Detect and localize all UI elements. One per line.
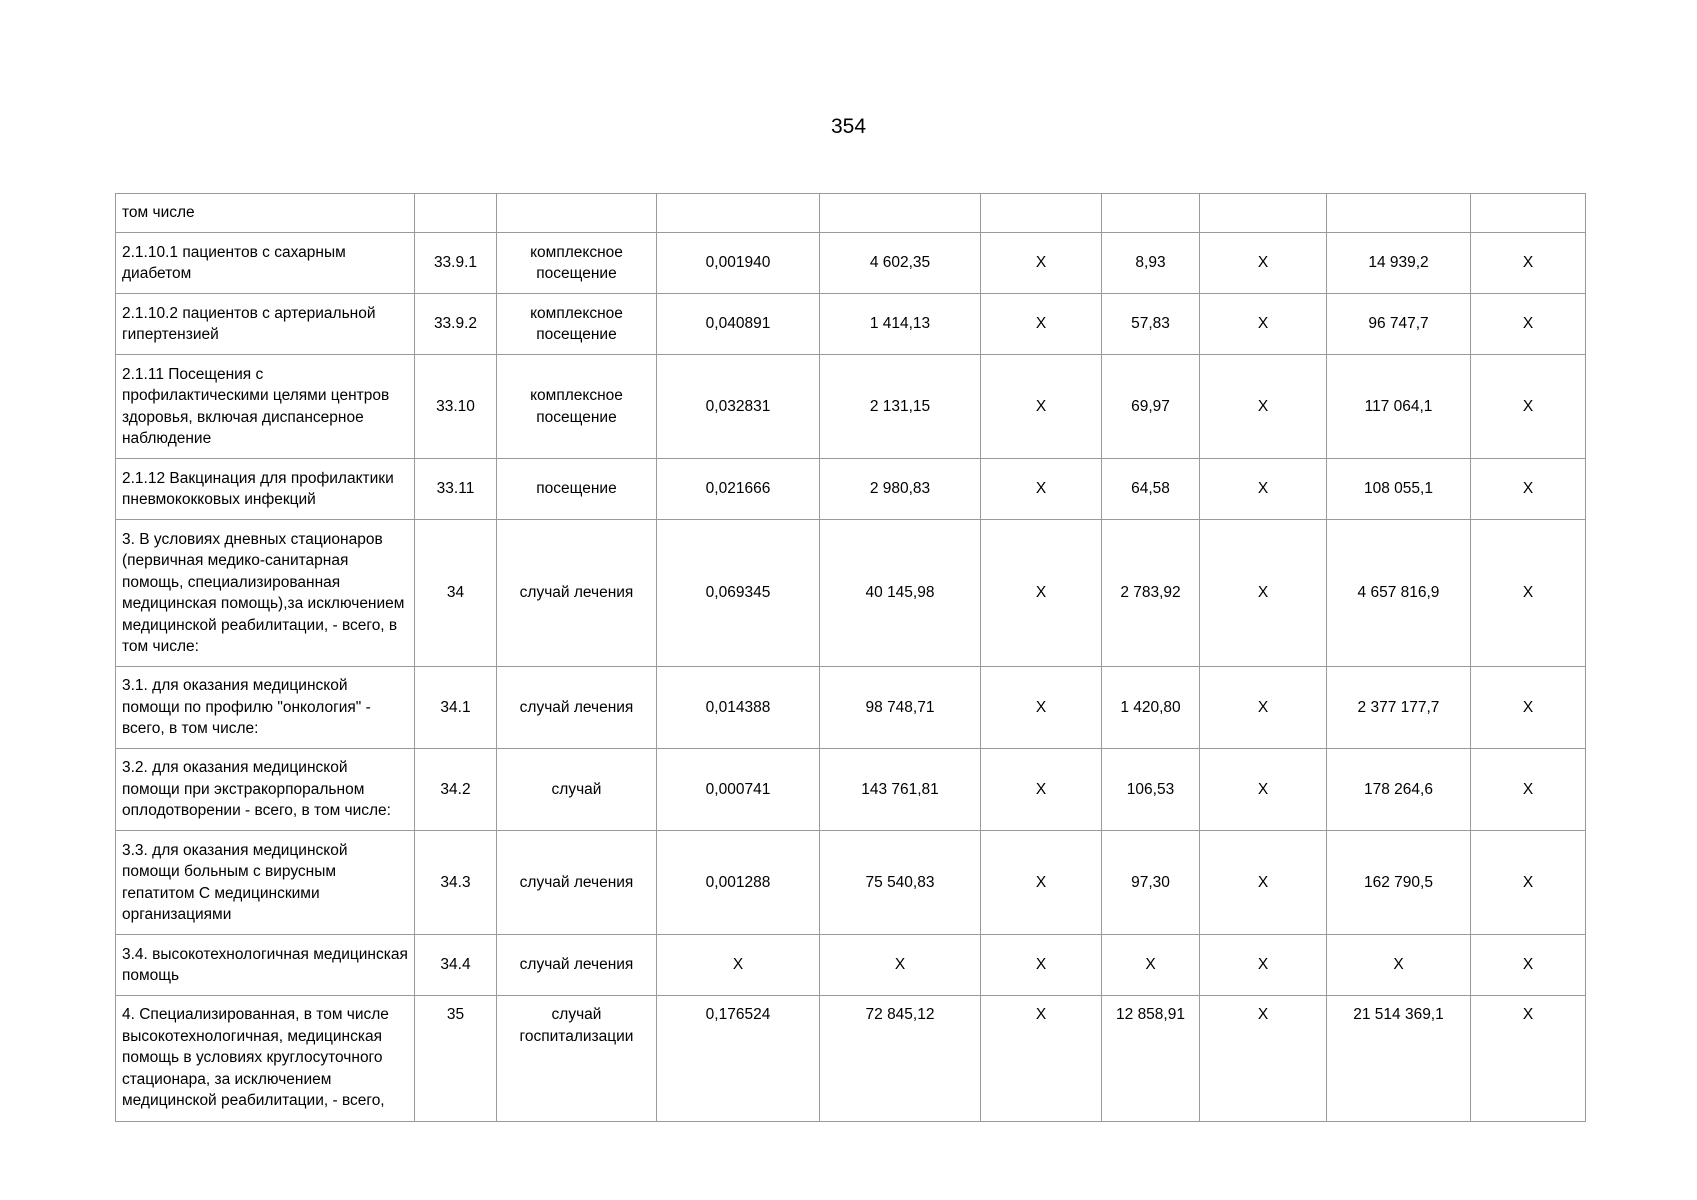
page-number: 354 [830, 115, 867, 138]
row-per-capita: 64,58 [1102, 459, 1200, 520]
row-norm-cost: X [820, 935, 981, 996]
row-norm-cost: 2 131,15 [820, 355, 981, 459]
row-norm-volume: X [657, 935, 820, 996]
row-unit: случай лечения [497, 935, 657, 996]
row-per-capita: 8,93 [1102, 233, 1200, 294]
row-name: 3.4. высокотехнологичная медицинская помощь [116, 935, 415, 996]
row-unit: случай лечения [497, 831, 657, 935]
row-norm-volume: 0,176524 [657, 996, 820, 1122]
row-norm-volume [657, 194, 820, 233]
row-code: 34.4 [415, 935, 497, 996]
row-col-6: X [981, 996, 1102, 1122]
row-code: 33.9.1 [415, 233, 497, 294]
row-col-8 [1200, 194, 1327, 233]
row-total-cost: X [1327, 935, 1471, 996]
row-per-capita: 57,83 [1102, 294, 1200, 355]
row-col-6: X [981, 667, 1102, 749]
row-total-cost: 178 264,6 [1327, 749, 1471, 831]
row-col-6: X [981, 749, 1102, 831]
row-col-10: X [1471, 749, 1586, 831]
table-row [116, 294, 1586, 355]
row-col-10 [1471, 194, 1586, 233]
table-row [116, 194, 1586, 233]
table-row [116, 831, 1586, 935]
row-name: 4. Специализированная, в том числе высокотехнологичная, медицинская помощь в условиях круглосуточного стационара, за исключением медицинской реабилитации, - всего, [116, 996, 415, 1122]
row-col-6: X [981, 831, 1102, 935]
row-norm-volume: 0,001288 [657, 831, 820, 935]
row-norm-cost: 143 761,81 [820, 749, 981, 831]
row-col-10: X [1471, 831, 1586, 935]
row-col-10: X [1471, 667, 1586, 749]
row-norm-cost: 2 980,83 [820, 459, 981, 520]
table-row [116, 996, 1586, 1122]
row-col-8: X [1200, 459, 1327, 520]
row-norm-cost [820, 194, 981, 233]
row-name: 2.1.10.2 пациентов с артериальной гипертензией [116, 294, 415, 355]
row-norm-volume: 0,040891 [657, 294, 820, 355]
row-total-cost: 4 657 816,9 [1327, 520, 1471, 667]
row-total-cost: 96 747,7 [1327, 294, 1471, 355]
row-per-capita: 97,30 [1102, 831, 1200, 935]
row-unit: случай лечения [497, 520, 657, 667]
row-unit: комплексное посещение [497, 233, 657, 294]
row-col-6: X [981, 233, 1102, 294]
row-col-10: X [1471, 935, 1586, 996]
row-code: 34 [415, 520, 497, 667]
row-per-capita: 69,97 [1102, 355, 1200, 459]
row-name: 2.1.12 Вакцинация для профилактики пневмококковых инфекций [116, 459, 415, 520]
row-norm-cost: 98 748,71 [820, 667, 981, 749]
row-per-capita: 12 858,91 [1102, 996, 1200, 1122]
row-code: 34.3 [415, 831, 497, 935]
row-col-8: X [1200, 667, 1327, 749]
row-unit: случай [497, 749, 657, 831]
row-col-8: X [1200, 935, 1327, 996]
row-col-6: X [981, 520, 1102, 667]
row-per-capita: 106,53 [1102, 749, 1200, 831]
row-unit: комплексное посещение [497, 294, 657, 355]
row-col-8: X [1200, 996, 1327, 1122]
row-col-10: X [1471, 520, 1586, 667]
row-col-8: X [1200, 520, 1327, 667]
table-row [116, 459, 1586, 520]
data-table [115, 193, 1586, 1122]
row-code: 33.11 [415, 459, 497, 520]
row-code: 33.10 [415, 355, 497, 459]
row-per-capita: 2 783,92 [1102, 520, 1200, 667]
row-total-cost: 21 514 369,1 [1327, 996, 1471, 1122]
row-name: 2.1.11 Посещения с профилактическими целями центров здоровья, включая диспансерное наблюдение [116, 355, 415, 459]
row-norm-cost: 72 845,12 [820, 996, 981, 1122]
row-total-cost [1327, 194, 1471, 233]
row-col-8: X [1200, 749, 1327, 831]
row-col-6: X [981, 459, 1102, 520]
row-col-8: X [1200, 294, 1327, 355]
row-per-capita: X [1102, 935, 1200, 996]
row-col-10: X [1471, 294, 1586, 355]
row-norm-cost: 1 414,13 [820, 294, 981, 355]
row-norm-cost: 4 602,35 [820, 233, 981, 294]
row-per-capita: 1 420,80 [1102, 667, 1200, 749]
row-col-6: X [981, 294, 1102, 355]
row-name: 2.1.10.1 пациентов с сахарным диабетом [116, 233, 415, 294]
row-name: 3. В условиях дневных стационаров (первичная медико-санитарная помощь, специализированная медицинская помощь),за исключением медицинской реабилитации, - всего, в том числе: [116, 520, 415, 667]
row-col-8: X [1200, 355, 1327, 459]
row-total-cost: 2 377 177,7 [1327, 667, 1471, 749]
row-name: 3.1. для оказания медицинской помощи по профилю "онкология" - всего, в том числе: [116, 667, 415, 749]
row-col-10: X [1471, 233, 1586, 294]
table-row [116, 355, 1586, 459]
row-norm-cost: 40 145,98 [820, 520, 981, 667]
row-norm-cost: 75 540,83 [820, 831, 981, 935]
row-code: 34.1 [415, 667, 497, 749]
table-row [116, 935, 1586, 996]
row-unit [497, 194, 657, 233]
row-total-cost: 14 939,2 [1327, 233, 1471, 294]
row-col-8: X [1200, 831, 1327, 935]
row-col-6: X [981, 355, 1102, 459]
row-norm-volume: 0,014388 [657, 667, 820, 749]
row-norm-volume: 0,069345 [657, 520, 820, 667]
row-norm-volume: 0,032831 [657, 355, 820, 459]
row-name: 3.2. для оказания медицинской помощи при экстракорпоральном оплодотворении - всего, в том числе: [116, 749, 415, 831]
row-name: том числе [116, 194, 415, 233]
row-total-cost: 162 790,5 [1327, 831, 1471, 935]
row-total-cost: 117 064,1 [1327, 355, 1471, 459]
row-norm-volume: 0,001940 [657, 233, 820, 294]
row-unit: случай госпитализации [497, 996, 657, 1122]
row-total-cost: 108 055,1 [1327, 459, 1471, 520]
table-body [116, 194, 1586, 1122]
row-col-10: X [1471, 355, 1586, 459]
row-col-10: X [1471, 459, 1586, 520]
row-unit: случай лечения [497, 667, 657, 749]
row-code [415, 194, 497, 233]
row-norm-volume: 0,000741 [657, 749, 820, 831]
row-unit: комплексное посещение [497, 355, 657, 459]
row-per-capita [1102, 194, 1200, 233]
table-row [116, 520, 1586, 667]
row-norm-volume: 0,021666 [657, 459, 820, 520]
row-col-8: X [1200, 233, 1327, 294]
row-code: 35 [415, 996, 497, 1122]
row-col-6 [981, 194, 1102, 233]
table-row [116, 667, 1586, 749]
table-row [116, 233, 1586, 294]
table-row [116, 749, 1586, 831]
row-col-10: X [1471, 996, 1586, 1122]
row-col-6: X [981, 935, 1102, 996]
row-unit: посещение [497, 459, 657, 520]
row-code: 34.2 [415, 749, 497, 831]
row-code: 33.9.2 [415, 294, 497, 355]
row-name: 3.3. для оказания медицинской помощи больным с вирусным гепатитом С медицинскими организациями [116, 831, 415, 935]
